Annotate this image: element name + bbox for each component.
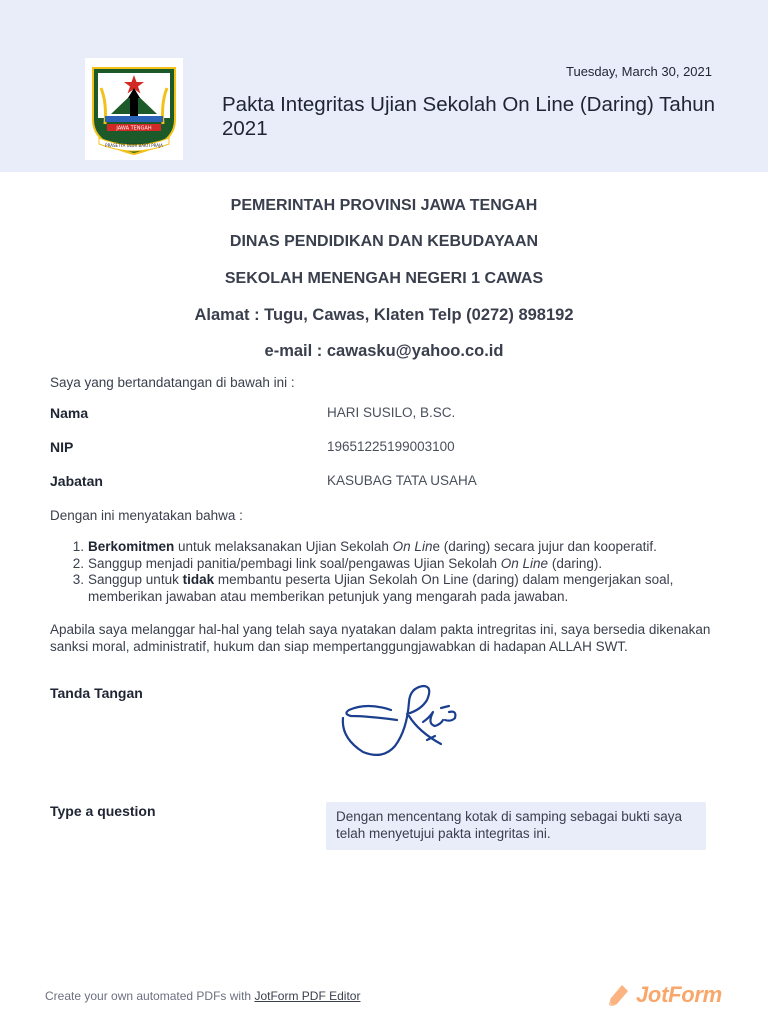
position-value: KASUBAG TATA USAHA bbox=[327, 473, 477, 488]
nip-value: 19651225199003100 bbox=[327, 439, 455, 454]
sanction-paragraph: Apabila saya melanggar hal-hal yang telah saya nyatakan dalam pakta intregritas ini, saya bersedia dikenakan sanksi moral, administratif, hukum dan siap mempertanggungjawabkan di hadapan ALLAH SWT. bbox=[50, 622, 711, 654]
letterhead-address: Alamat : Tugu, Cawas, Klaten Telp (0272) 898192 bbox=[194, 306, 574, 324]
nip-label: NIP bbox=[50, 439, 74, 455]
list-item: 2. Sanggup menjadi panitia/pembagi link soal/pengawas Ujian Sekolah On Line (daring). bbox=[72, 555, 603, 571]
commitment-list bbox=[50, 539, 730, 605]
statement-text: Dengan ini menyatakan bahwa : bbox=[50, 508, 243, 523]
name-label: Nama bbox=[50, 405, 89, 421]
jotform-pdf-editor-link[interactable]: JotForm PDF Editor bbox=[254, 989, 361, 1003]
signature-label: Tanda Tangan bbox=[50, 685, 143, 701]
jotform-brand-name: JotForm bbox=[636, 982, 722, 1007]
letterhead-email: e-mail : cawasku@yahoo.co.id bbox=[264, 342, 504, 360]
jotform-pencil-icon bbox=[606, 982, 632, 1008]
footer-note: Create your own automated PDFs with JotForm PDF Editor bbox=[45, 989, 361, 1003]
position-label: Jabatan bbox=[50, 473, 103, 489]
document-header bbox=[0, 0, 768, 172]
document-date: Tuesday, March 30, 2021 bbox=[566, 64, 712, 79]
list-item: 3. Sanggup untuk tidak membantu peserta Ujian Sekolah On Line (daring) dalam mengerjakan soal, memberikan jawaban atau memberikan petunjuk yang mengarah pada jawaban. bbox=[72, 572, 674, 604]
jotform-logo[interactable] bbox=[606, 980, 722, 1010]
consent-answer-box: Dengan mencentang kotak di samping sebagai bukti saya telah menyetujui pakta integritas ini. bbox=[326, 802, 706, 850]
letterhead-government: PEMERINTAH PROVINSI JAWA TENGAH bbox=[230, 197, 538, 214]
letterhead-school: SEKOLAH MENENGAH NEGERI 1 CAWAS bbox=[224, 270, 544, 287]
document-title: Pakta Integritas Ujian Sekolah On Line (Daring) Tahun 2021 bbox=[222, 93, 716, 140]
question-label: Type a question bbox=[50, 803, 156, 819]
intro-text: Saya yang bertandatangan di bawah ini : bbox=[50, 375, 295, 390]
name-value: HARI SUSILO, B.SC. bbox=[327, 405, 456, 420]
letterhead-department: DINAS PENDIDIKAN DAN KEBUDAYAAN bbox=[229, 233, 539, 250]
signature-image bbox=[337, 680, 477, 765]
svg-text:PRASETYA ULUR BAKTI PRAJA: PRASETYA ULUR BAKTI PRAJA bbox=[105, 143, 163, 148]
jawa-tengah-emblem-icon bbox=[85, 58, 183, 160]
svg-text:JAWA TENGAH: JAWA TENGAH bbox=[116, 125, 152, 132]
list-item: 1. Berkomitmen untuk melaksanakan Ujian Sekolah On Line (daring) secara jujur dan kooperatif. bbox=[72, 539, 657, 554]
